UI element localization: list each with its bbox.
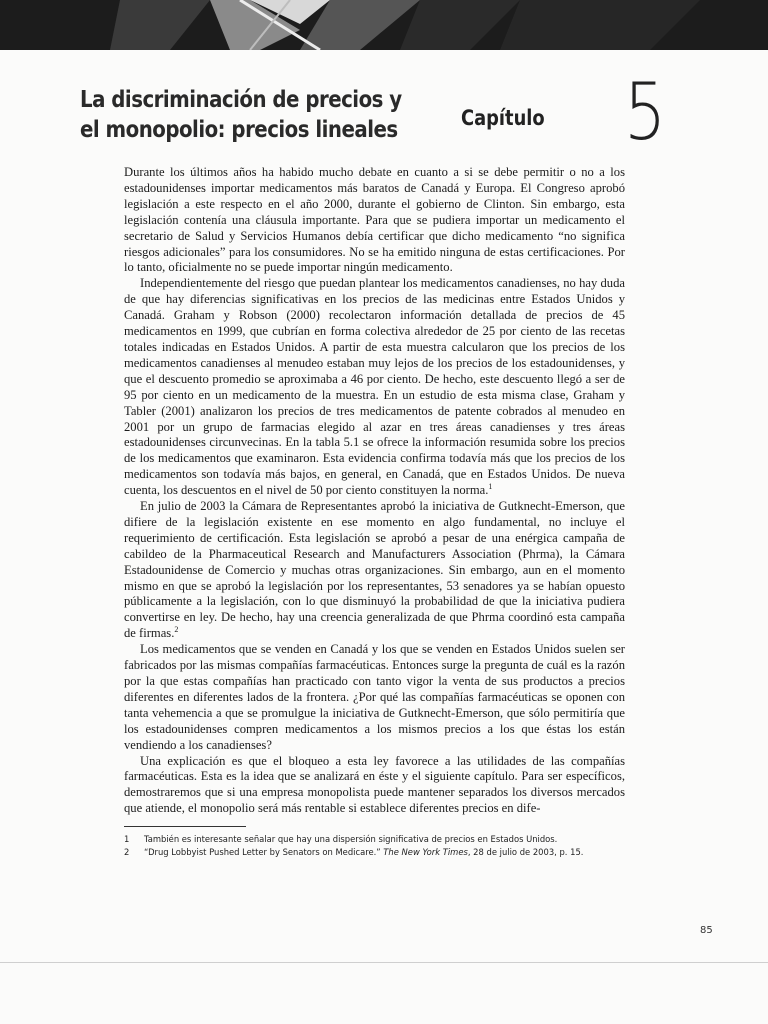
footnote-marker: 2 bbox=[174, 625, 179, 635]
footnote bbox=[124, 833, 625, 846]
paragraph bbox=[124, 499, 625, 642]
paragraph-text: Independientemente del riesgo que puedan plantear los medicamentos canadienses, no hay duda de que hay diferencias significativas en los precios de las medicinas entre Estados Unidos y Canadá. Graham y Robson (2000) recolectaron información detallada de precios de 45 medicamentos en 1999, que cubrían en forma colectiva alrededor de 25 por ciento de las recetas totales indicadas en Estados Unidos. A partir de esta muestra calcularon que los precios de los medicamentos canadienses al menudeo estaban muy lejos de los precios de los estadounidenses, y que el descuento promedio se aproximaba a 46 por ciento. De hecho, este descuento llegó a ser de 95 por ciento en un medicamento de la muestra. En un estudio de esta misma clase, Graham y Tabler (2001) analizaron los precios de tres medicamentos de patente cobrados al menudeo en 2001 por un grupo de farmacias elegido al azar en tres áreas canadienses y tres áreas estadounidenses circunvecinas. En la tabla 5.1 se ofrece la información resumida sobre los precios de los medicamentos que examinaron. Esta evidencia confirma todavía más que los precios de los medicamentos son todavía más bajos, en general, en Canadá, que en Estados Unidos. De nueva cuenta, los descuentos en el nivel de 50 por ciento constituyen la norma. bbox=[124, 276, 625, 498]
page-number: 85 bbox=[700, 925, 713, 936]
footnote-marker: 1 bbox=[488, 481, 493, 491]
paragraph bbox=[124, 276, 625, 499]
chapter-header-image bbox=[0, 0, 768, 50]
chapter-title bbox=[80, 85, 402, 145]
paragraph-text: Una explicación es que el bloqueo a esta ley favorece a las utilidades de las compañías farmacéuticas. Esta es la idea que se analizará en éste y el siguiente capítulo. Para ser específicos, demostraremos que si una empresa monopolista puede mantener separados los diversos mercados que atiende, el monopolio será más rentable si establece diferentes precios en dife- bbox=[124, 753, 625, 816]
footnote-tail: , 28 de julio de 2003, p. 15. bbox=[467, 847, 584, 857]
paragraph-text: En julio de 2003 la Cámara de Representantes aprobó la iniciativa de Gutknecht-Emerson, que difiere de la legislación existente en ese momento en algo fundamental, no incluye el requerimiento de certificación. Esta legislación se aprobó a pesar de una enérgica campaña de cabildeo de la Pharmaceutical Research and Manufacturers Association (Phrma), la Cámara Estadounidense de Comercio y muchas otras organizaciones. Sin embargo, aun en el momento mismo en que se aprobó la legislación por los representantes, 53 senadores ya se habían opuesto públicamente a la legislación, con lo que disminuyó la probabilidad de que la iniciativa pudiera convertirse en ley. De hecho, hay una creencia generalizada de que Phrma coordinó esta campaña de firmas. bbox=[124, 499, 625, 641]
footnote bbox=[124, 846, 625, 859]
footnote-number: 1 bbox=[124, 834, 130, 844]
footnote-text bbox=[144, 846, 583, 859]
chapter-title-line-2: el monopolio: precios lineales bbox=[80, 117, 398, 143]
paragraph-text: Durante los últimos años ha habido mucho debate en cuanto a si se debe permitir o no a los estadounidenses importar medicamentos más baratos de Canadá y Europa. El Congreso aprobó legislación a este respecto en el año 2000, durante el gobierno de Clinton. Sin embargo, esta legislación contenía una cláusula importante. Para que se pudiera importar un medicamento el secretario de Salud y Servicios Humanos debía certificar que dicho medicamento “no significa riesgos adicionales” para los consumidores. No se ha emitido ninguna de estas certificaciones. Por lo tanto, oficialmente no se puede importar ningún medicamento. bbox=[124, 165, 625, 275]
footnote-citation: “Drug Lobbyist Pushed Letter by Senators on Medicare.” bbox=[144, 847, 381, 857]
paragraph bbox=[124, 642, 625, 753]
paragraph-text: Los medicamentos que se venden en Canadá y los que se venden en Estados Unidos suelen ser fabricados por las mismas compañías farmacéuticas. Entonces surge la pregunta de cuál es la razón por la que estas compañías han practicado con tanto vigor la venta de sus productos a precios diferentes en diferentes lados de la frontera. ¿Por qué las compañías farmacéuticas se oponen con tanta vehemencia a que se promulgue la iniciativa de Gutknecht-Emerson, que sólo permitiría que los estadounidenses compren medicamentos a los mismos precios a los que éstas los están vendiendo a los canadienses? bbox=[124, 642, 625, 752]
footnote-text: También es interesante señalar que hay una dispersión significativa de precios en Estados Unidos. bbox=[144, 834, 558, 844]
paragraph bbox=[124, 165, 625, 276]
header-graphic bbox=[0, 0, 768, 50]
chapter-number: 5 bbox=[624, 68, 667, 158]
body-text bbox=[124, 165, 625, 817]
footnote-divider bbox=[124, 826, 246, 827]
footnote-source: The New York Times bbox=[383, 847, 468, 857]
chapter-label: Capítulo bbox=[461, 106, 545, 130]
paragraph bbox=[124, 754, 625, 818]
chapter-title-line-1: La discriminación de precios y bbox=[80, 87, 402, 113]
footnote-number: 2 bbox=[124, 847, 130, 857]
scan-edge-line bbox=[0, 962, 768, 963]
footnotes bbox=[124, 833, 625, 859]
